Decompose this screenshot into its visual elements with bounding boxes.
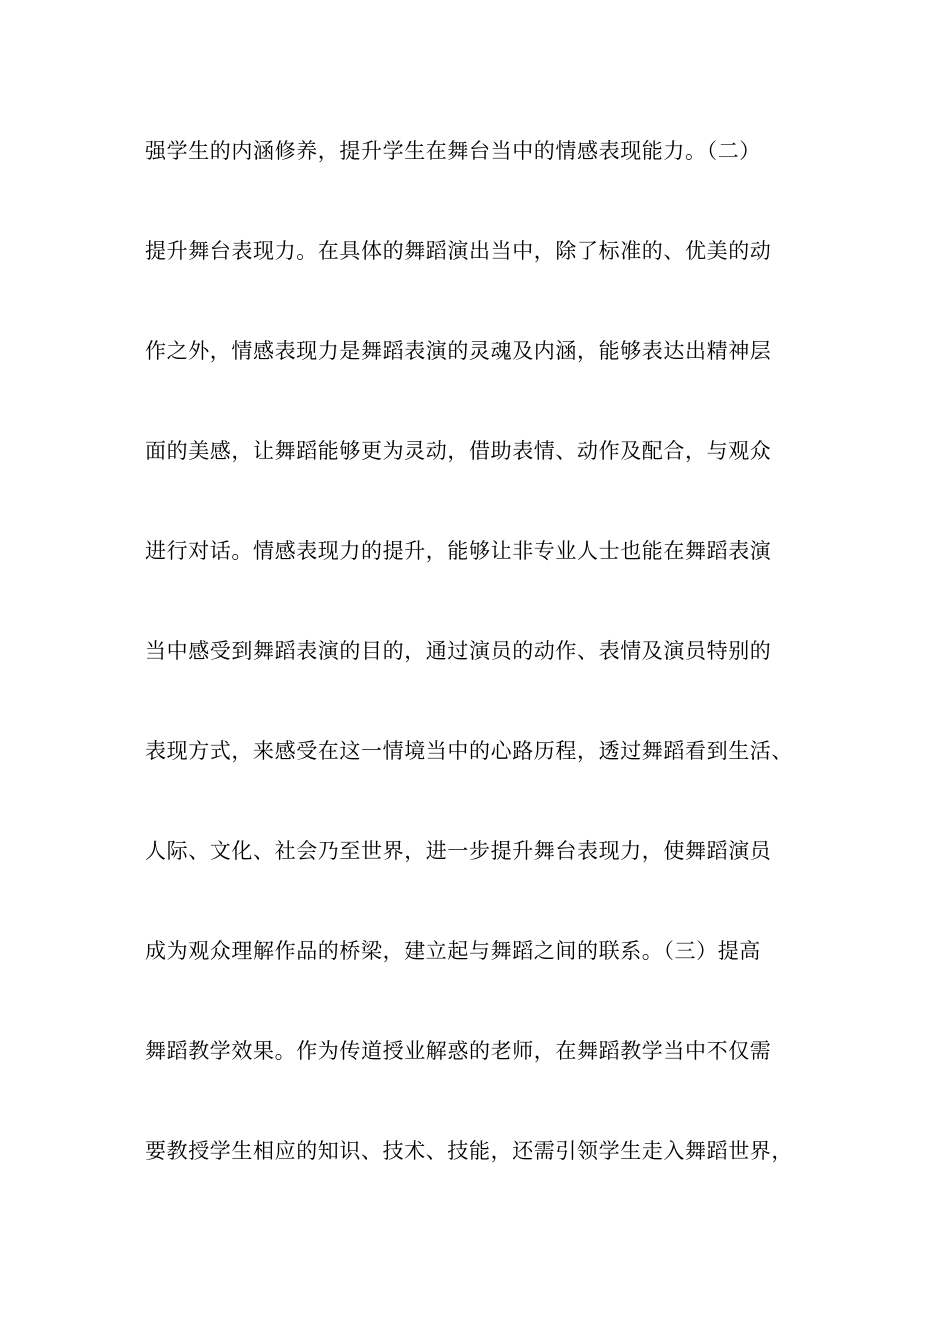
text-line-6: 当中感受到舞蹈表演的目的，通过演员的动作、表情及演员特别的 bbox=[145, 639, 772, 663]
text-line-7: 表现方式，来感受在这一情境当中的心路历程，透过舞蹈看到生活、 bbox=[145, 739, 793, 763]
text-line-10: 舞蹈教学效果。作为传道授业解惑的老师，在舞蹈教学当中不仅需 bbox=[145, 1039, 772, 1063]
text-line-9: 成为观众理解作品的桥梁，建立起与舞蹈之间的联系。（三）提高 bbox=[145, 939, 761, 963]
body-text bbox=[145, 127, 825, 1227]
text-line-5: 进行对话。情感表现力的提升，能够让非专业人士也能在舞蹈表演 bbox=[145, 539, 772, 563]
text-line-1: 强学生的内涵修养，提升学生在舞台当中的情感表现能力。（二） bbox=[145, 139, 761, 163]
text-line-3: 作之外，情感表现力是舞蹈表演的灵魂及内涵，能够表达出精神层 bbox=[145, 339, 772, 363]
text-line-11: 要教授学生相应的知识、技术、技能，还需引领学生走入舞蹈世界， bbox=[145, 1139, 793, 1163]
text-line-8: 人际、文化、社会乃至世界，进一步提升舞台表现力，使舞蹈演员 bbox=[145, 839, 772, 863]
text-line-2: 提升舞台表现力。在具体的舞蹈演出当中，除了标准的、优美的动 bbox=[145, 239, 772, 263]
text-line-4: 面的美感，让舞蹈能够更为灵动，借助表情、动作及配合，与观众 bbox=[145, 439, 772, 463]
